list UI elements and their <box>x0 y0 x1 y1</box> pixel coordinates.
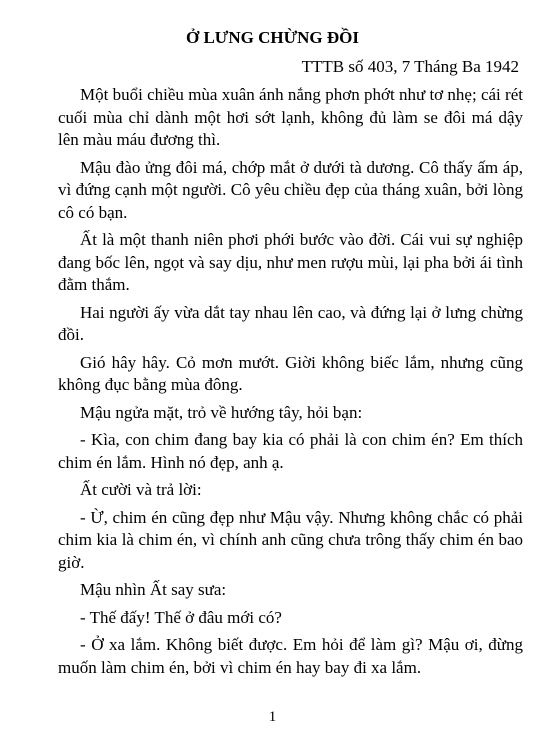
paragraph: Mậu đào ửng đôi má, chớp mắt ở dưới tà dương. Cô thấy ấm áp, vì đứng cạnh một người. Cô yêu chiều đẹp của tháng xuân, bởi lòng cô có bạn. <box>58 157 523 222</box>
story-body <box>58 84 523 684</box>
paragraph: Mậu ngửa mặt, trỏ về hướng tây, hỏi bạn: <box>80 402 363 422</box>
publication-source: TTTB số 403, 7 Tháng Ba 1942 <box>301 57 519 76</box>
paragraph: Hai người ấy vừa dắt tay nhau lên cao, và đứng lại ở lưng chừng đồi. <box>58 302 523 344</box>
paragraph: Ất là một thanh niên phơi phới bước vào đời. Cái vui sự nghiệp đang bốc lên, ngọt và say dịu, như men rượu mùi, lại pha bởi ái tình đằm thắm. <box>58 230 523 294</box>
dialogue-line: - Kìa, con chim đang bay kia có phải là con chim én? Em thích chim én lắm. Hình nó đẹp, anh ạ. <box>58 430 523 472</box>
dialogue-line: - Thế đấy! Thế ở đâu mới có? <box>80 607 282 627</box>
paragraph: Ất cười và trả lời: <box>80 480 202 499</box>
paragraph: Gió hây hây. Cỏ mơn mướt. Giời không biếc lắm, nhưng cũng không đục bằng mùa đông. <box>58 352 523 394</box>
page-title: Ở LƯNG CHỪNG ĐỒI <box>186 28 359 47</box>
dialogue-line: - Ở xa lắm. Không biết được. Em hỏi để làm gì? Mậu ơi, đừng muốn làm chim én, bởi vì chim én hay bay đi xa lắm. <box>58 635 523 677</box>
page-number: 1 <box>268 709 277 725</box>
dialogue-line: - Ừ, chim én cũng đẹp như Mậu vậy. Nhưng không chắc có phải chim kia là chim én, vì chính anh cũng chưa trông thấy chim én bao giờ. <box>58 507 523 572</box>
paragraph: Mậu nhìn Ất say sưa: <box>80 580 227 599</box>
paragraph: Một buổi chiều mùa xuân ánh nắng phơn phớt như tơ nhẹ; cái rét cuối mùa chỉ dành một hơi sớt lạnh, không đủ làm se đôi má dậy lên màu máu đương thì. <box>58 85 523 149</box>
